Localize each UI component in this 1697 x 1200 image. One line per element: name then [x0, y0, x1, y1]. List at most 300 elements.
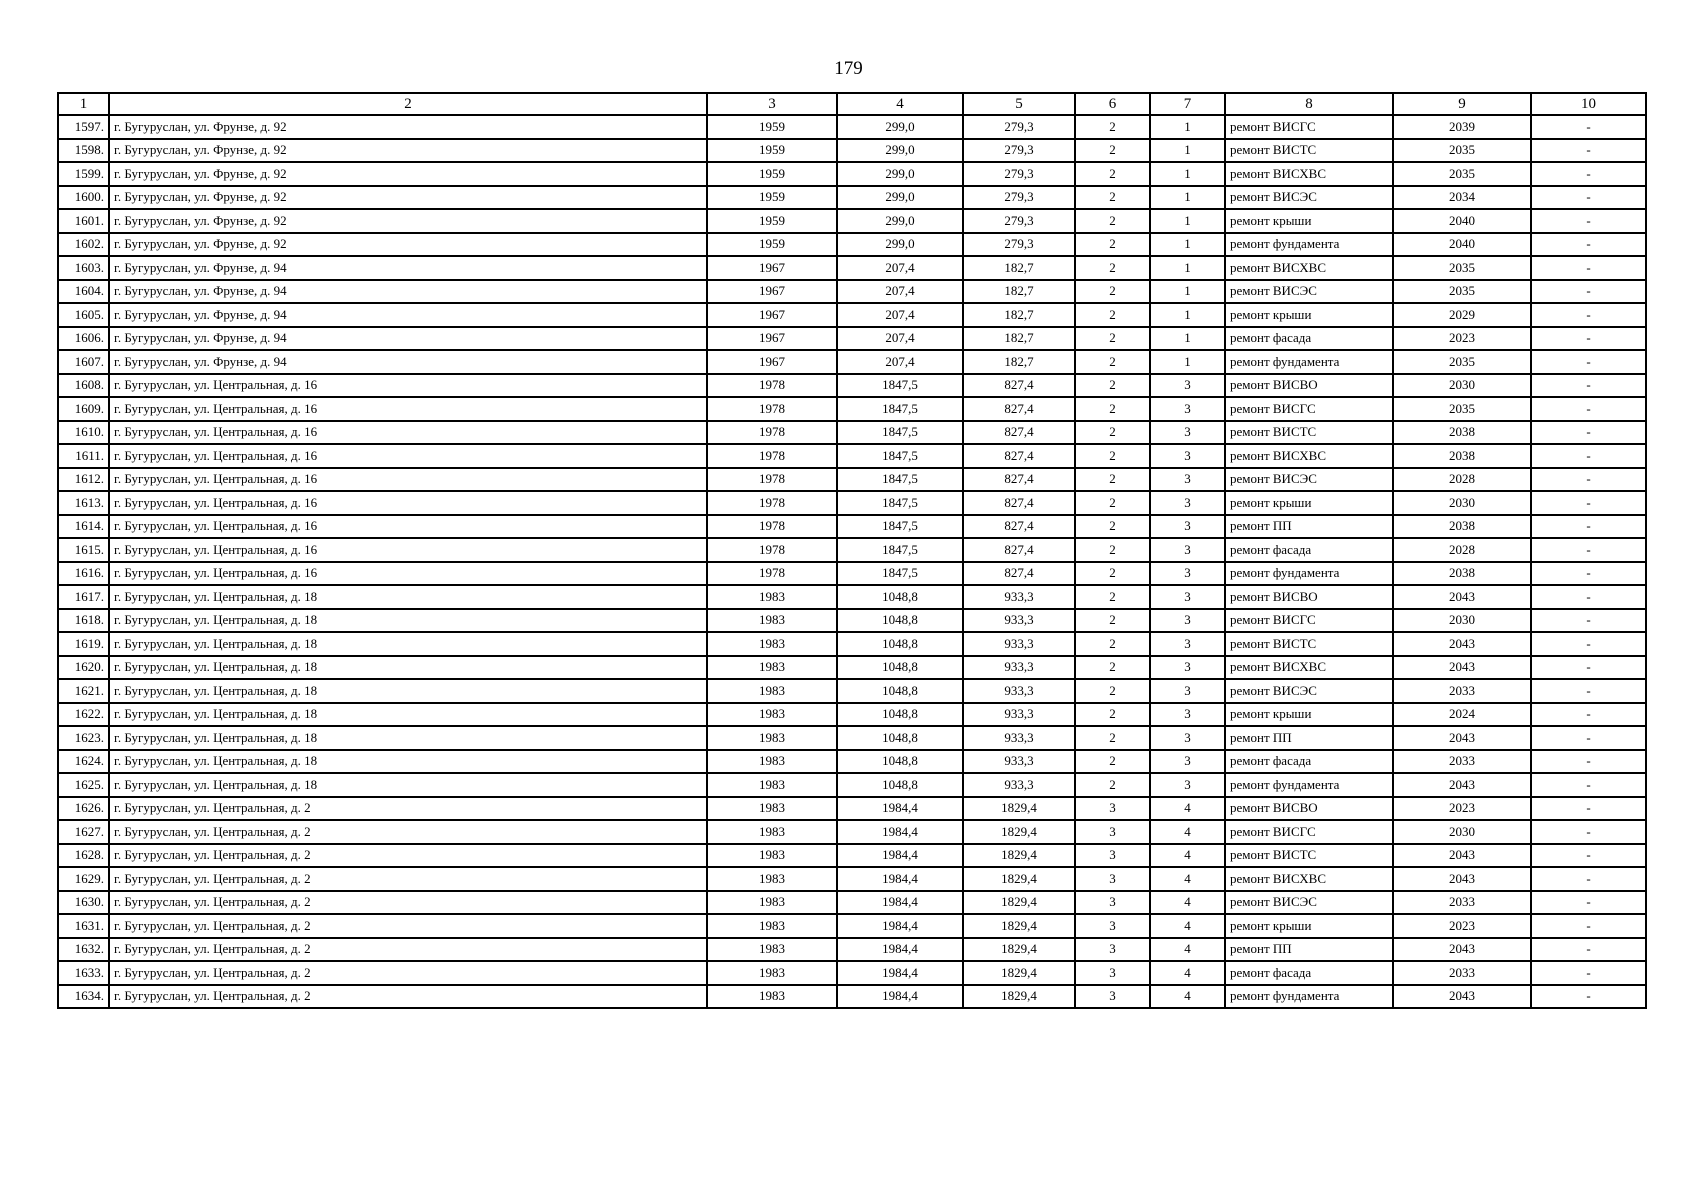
row-number-cell: 1600.: [58, 186, 109, 210]
entrances-cell: 4: [1150, 961, 1225, 985]
row-number-cell: 1602.: [58, 233, 109, 257]
living-area-cell: 827,4: [963, 515, 1075, 539]
total-area-cell: 1847,5: [837, 515, 963, 539]
address-cell: г. Бугуруслан, ул. Центральная, д. 2: [109, 938, 707, 962]
year-built-cell: 1978: [707, 562, 837, 586]
living-area-cell: 1829,4: [963, 867, 1075, 891]
planned-year-cell: 2030: [1393, 491, 1531, 515]
storeys-cell: 2: [1075, 421, 1150, 445]
table-row: [58, 844, 1646, 868]
entrances-cell: 3: [1150, 632, 1225, 656]
row-number-cell: 1625.: [58, 773, 109, 797]
row-number-cell: 1630.: [58, 891, 109, 915]
total-area-cell: 207,4: [837, 280, 963, 304]
living-area-cell: 827,4: [963, 444, 1075, 468]
entrances-cell: 3: [1150, 421, 1225, 445]
entrances-cell: 1: [1150, 350, 1225, 374]
storeys-cell: 2: [1075, 562, 1150, 586]
address-cell: г. Бугуруслан, ул. Центральная, д. 16: [109, 374, 707, 398]
living-area-cell: 182,7: [963, 303, 1075, 327]
table-row: [58, 350, 1646, 374]
note-cell: -: [1531, 515, 1646, 539]
living-area-cell: 1829,4: [963, 891, 1075, 915]
year-built-cell: 1978: [707, 374, 837, 398]
address-cell: г. Бугуруслан, ул. Центральная, д. 16: [109, 421, 707, 445]
planned-year-cell: 2030: [1393, 609, 1531, 633]
living-area-cell: 1829,4: [963, 844, 1075, 868]
living-area-cell: 933,3: [963, 585, 1075, 609]
row-number-cell: 1609.: [58, 397, 109, 421]
work-type-cell: ремонт фундамента: [1225, 773, 1393, 797]
living-area-cell: 279,3: [963, 115, 1075, 139]
note-cell: -: [1531, 256, 1646, 280]
work-type-cell: ремонт фасада: [1225, 327, 1393, 351]
total-area-cell: 299,0: [837, 162, 963, 186]
planned-year-cell: 2033: [1393, 961, 1531, 985]
address-cell: г. Бугуруслан, ул. Центральная, д. 16: [109, 491, 707, 515]
total-area-cell: 299,0: [837, 186, 963, 210]
total-area-cell: 1847,5: [837, 374, 963, 398]
work-type-cell: ремонт фасада: [1225, 750, 1393, 774]
row-number-cell: 1620.: [58, 656, 109, 680]
planned-year-cell: 2028: [1393, 538, 1531, 562]
entrances-cell: 1: [1150, 162, 1225, 186]
planned-year-cell: 2043: [1393, 938, 1531, 962]
total-area-cell: 1048,8: [837, 585, 963, 609]
living-area-cell: 1829,4: [963, 938, 1075, 962]
work-type-cell: ремонт крыши: [1225, 303, 1393, 327]
work-type-cell: ремонт ВИСЭС: [1225, 891, 1393, 915]
note-cell: -: [1531, 233, 1646, 257]
work-type-cell: ремонт крыши: [1225, 209, 1393, 233]
total-area-cell: 1048,8: [837, 773, 963, 797]
storeys-cell: 3: [1075, 820, 1150, 844]
entrances-cell: 3: [1150, 585, 1225, 609]
work-type-cell: ремонт фундамента: [1225, 233, 1393, 257]
table-row: [58, 726, 1646, 750]
storeys-cell: 2: [1075, 491, 1150, 515]
total-area-cell: 207,4: [837, 303, 963, 327]
planned-year-cell: 2024: [1393, 703, 1531, 727]
entrances-cell: 1: [1150, 280, 1225, 304]
planned-year-cell: 2035: [1393, 350, 1531, 374]
column-header: 2: [109, 93, 707, 115]
address-cell: г. Бугуруслан, ул. Центральная, д. 16: [109, 562, 707, 586]
storeys-cell: 2: [1075, 773, 1150, 797]
table-row: [58, 186, 1646, 210]
entrances-cell: 4: [1150, 985, 1225, 1009]
row-number-cell: 1612.: [58, 468, 109, 492]
address-cell: г. Бугуруслан, ул. Фрунзе, д. 92: [109, 162, 707, 186]
row-number-cell: 1601.: [58, 209, 109, 233]
note-cell: -: [1531, 491, 1646, 515]
work-type-cell: ремонт ПП: [1225, 726, 1393, 750]
table-row: [58, 209, 1646, 233]
table-row: [58, 397, 1646, 421]
entrances-cell: 3: [1150, 562, 1225, 586]
row-number-cell: 1597.: [58, 115, 109, 139]
address-cell: г. Бугуруслан, ул. Центральная, д. 16: [109, 444, 707, 468]
year-built-cell: 1978: [707, 491, 837, 515]
address-cell: г. Бугуруслан, ул. Центральная, д. 2: [109, 867, 707, 891]
planned-year-cell: 2043: [1393, 985, 1531, 1009]
year-built-cell: 1983: [707, 679, 837, 703]
year-built-cell: 1978: [707, 468, 837, 492]
table-row: [58, 914, 1646, 938]
planned-year-cell: 2023: [1393, 327, 1531, 351]
work-type-cell: ремонт ВИСТС: [1225, 844, 1393, 868]
planned-year-cell: 2040: [1393, 209, 1531, 233]
note-cell: -: [1531, 820, 1646, 844]
note-cell: -: [1531, 797, 1646, 821]
storeys-cell: 3: [1075, 891, 1150, 915]
living-area-cell: 827,4: [963, 468, 1075, 492]
storeys-cell: 2: [1075, 233, 1150, 257]
note-cell: -: [1531, 350, 1646, 374]
planned-year-cell: 2030: [1393, 374, 1531, 398]
year-built-cell: 1983: [707, 985, 837, 1009]
year-built-cell: 1967: [707, 350, 837, 374]
living-area-cell: 933,3: [963, 703, 1075, 727]
storeys-cell: 2: [1075, 162, 1150, 186]
row-number-cell: 1626.: [58, 797, 109, 821]
year-built-cell: 1983: [707, 797, 837, 821]
storeys-cell: 3: [1075, 914, 1150, 938]
note-cell: -: [1531, 938, 1646, 962]
table-row: [58, 820, 1646, 844]
year-built-cell: 1959: [707, 139, 837, 163]
row-number-cell: 1598.: [58, 139, 109, 163]
address-cell: г. Бугуруслан, ул. Фрунзе, д. 94: [109, 303, 707, 327]
year-built-cell: 1983: [707, 867, 837, 891]
row-number-cell: 1624.: [58, 750, 109, 774]
total-area-cell: 1984,4: [837, 961, 963, 985]
row-number-cell: 1627.: [58, 820, 109, 844]
address-cell: г. Бугуруслан, ул. Фрунзе, д. 92: [109, 233, 707, 257]
table-row: [58, 867, 1646, 891]
address-cell: г. Бугуруслан, ул. Фрунзе, д. 92: [109, 139, 707, 163]
table-row: [58, 421, 1646, 445]
address-cell: г. Бугуруслан, ул. Центральная, д. 18: [109, 632, 707, 656]
total-area-cell: 299,0: [837, 139, 963, 163]
address-cell: г. Бугуруслан, ул. Центральная, д. 2: [109, 820, 707, 844]
year-built-cell: 1983: [707, 820, 837, 844]
note-cell: -: [1531, 656, 1646, 680]
entrances-cell: 3: [1150, 515, 1225, 539]
table-row: [58, 538, 1646, 562]
entrances-cell: 1: [1150, 209, 1225, 233]
work-type-cell: ремонт ПП: [1225, 515, 1393, 539]
entrances-cell: 4: [1150, 797, 1225, 821]
row-number-cell: 1613.: [58, 491, 109, 515]
note-cell: -: [1531, 162, 1646, 186]
table-row: [58, 679, 1646, 703]
living-area-cell: 933,3: [963, 679, 1075, 703]
storeys-cell: 2: [1075, 679, 1150, 703]
work-type-cell: ремонт ВИСХВС: [1225, 867, 1393, 891]
column-header: 7: [1150, 93, 1225, 115]
note-cell: -: [1531, 280, 1646, 304]
column-header: 8: [1225, 93, 1393, 115]
year-built-cell: 1959: [707, 233, 837, 257]
living-area-cell: 933,3: [963, 609, 1075, 633]
address-cell: г. Бугуруслан, ул. Центральная, д. 16: [109, 515, 707, 539]
storeys-cell: 2: [1075, 397, 1150, 421]
total-area-cell: 1847,5: [837, 538, 963, 562]
total-area-cell: 207,4: [837, 256, 963, 280]
total-area-cell: 1048,8: [837, 703, 963, 727]
planned-year-cell: 2035: [1393, 256, 1531, 280]
entrances-cell: 3: [1150, 397, 1225, 421]
row-number-cell: 1611.: [58, 444, 109, 468]
storeys-cell: 2: [1075, 139, 1150, 163]
address-cell: г. Бугуруслан, ул. Центральная, д. 2: [109, 985, 707, 1009]
work-type-cell: ремонт ВИСВО: [1225, 585, 1393, 609]
planned-year-cell: 2038: [1393, 562, 1531, 586]
table-row: [58, 656, 1646, 680]
planned-year-cell: 2035: [1393, 280, 1531, 304]
year-built-cell: 1978: [707, 397, 837, 421]
entrances-cell: 3: [1150, 656, 1225, 680]
address-cell: г. Бугуруслан, ул. Центральная, д. 16: [109, 538, 707, 562]
storeys-cell: 3: [1075, 844, 1150, 868]
note-cell: -: [1531, 468, 1646, 492]
address-cell: г. Бугуруслан, ул. Центральная, д. 2: [109, 961, 707, 985]
work-type-cell: ремонт ВИСТС: [1225, 421, 1393, 445]
note-cell: -: [1531, 632, 1646, 656]
year-built-cell: 1967: [707, 327, 837, 351]
living-area-cell: 827,4: [963, 538, 1075, 562]
work-type-cell: ремонт ВИСТС: [1225, 632, 1393, 656]
work-type-cell: ремонт фасада: [1225, 538, 1393, 562]
table-row: [58, 256, 1646, 280]
total-area-cell: 1048,8: [837, 679, 963, 703]
total-area-cell: 1847,5: [837, 491, 963, 515]
living-area-cell: 279,3: [963, 233, 1075, 257]
living-area-cell: 182,7: [963, 327, 1075, 351]
note-cell: -: [1531, 209, 1646, 233]
note-cell: -: [1531, 444, 1646, 468]
total-area-cell: 1984,4: [837, 797, 963, 821]
address-cell: г. Бугуруслан, ул. Фрунзе, д. 92: [109, 209, 707, 233]
total-area-cell: 299,0: [837, 115, 963, 139]
planned-year-cell: 2038: [1393, 421, 1531, 445]
total-area-cell: 1847,5: [837, 421, 963, 445]
note-cell: -: [1531, 679, 1646, 703]
note-cell: -: [1531, 914, 1646, 938]
living-area-cell: 933,3: [963, 726, 1075, 750]
row-number-cell: 1606.: [58, 327, 109, 351]
total-area-cell: 1048,8: [837, 750, 963, 774]
row-number-cell: 1605.: [58, 303, 109, 327]
address-cell: г. Бугуруслан, ул. Фрунзе, д. 94: [109, 280, 707, 304]
total-area-cell: 299,0: [837, 233, 963, 257]
work-type-cell: ремонт ВИСВО: [1225, 797, 1393, 821]
row-number-cell: 1608.: [58, 374, 109, 398]
entrances-cell: 3: [1150, 491, 1225, 515]
row-number-cell: 1599.: [58, 162, 109, 186]
row-number-cell: 1628.: [58, 844, 109, 868]
year-built-cell: 1983: [707, 609, 837, 633]
work-type-cell: ремонт ВИСЭС: [1225, 280, 1393, 304]
total-area-cell: 207,4: [837, 327, 963, 351]
planned-year-cell: 2034: [1393, 186, 1531, 210]
storeys-cell: 3: [1075, 867, 1150, 891]
living-area-cell: 1829,4: [963, 914, 1075, 938]
table-row: [58, 891, 1646, 915]
total-area-cell: 207,4: [837, 350, 963, 374]
entrances-cell: 1: [1150, 186, 1225, 210]
total-area-cell: 1847,5: [837, 468, 963, 492]
living-area-cell: 827,4: [963, 562, 1075, 586]
note-cell: -: [1531, 115, 1646, 139]
total-area-cell: 299,0: [837, 209, 963, 233]
address-cell: г. Бугуруслан, ул. Центральная, д. 18: [109, 703, 707, 727]
note-cell: -: [1531, 186, 1646, 210]
storeys-cell: 2: [1075, 374, 1150, 398]
planned-year-cell: 2033: [1393, 750, 1531, 774]
address-cell: г. Бугуруслан, ул. Фрунзе, д. 94: [109, 350, 707, 374]
row-number-cell: 1621.: [58, 679, 109, 703]
living-area-cell: 1829,4: [963, 961, 1075, 985]
entrances-cell: 4: [1150, 938, 1225, 962]
row-number-cell: 1631.: [58, 914, 109, 938]
address-cell: г. Бугуруслан, ул. Центральная, д. 2: [109, 914, 707, 938]
table-row: [58, 468, 1646, 492]
entrances-cell: 3: [1150, 703, 1225, 727]
year-built-cell: 1983: [707, 585, 837, 609]
table-row: [58, 585, 1646, 609]
note-cell: -: [1531, 374, 1646, 398]
column-header: 1: [58, 93, 109, 115]
work-type-cell: ремонт ВИСЭС: [1225, 468, 1393, 492]
work-type-cell: ремонт ПП: [1225, 938, 1393, 962]
living-area-cell: 1829,4: [963, 985, 1075, 1009]
column-header: 6: [1075, 93, 1150, 115]
work-type-cell: ремонт крыши: [1225, 914, 1393, 938]
note-cell: -: [1531, 891, 1646, 915]
year-built-cell: 1978: [707, 538, 837, 562]
planned-year-cell: 2038: [1393, 444, 1531, 468]
planned-year-cell: 2039: [1393, 115, 1531, 139]
entrances-cell: 4: [1150, 844, 1225, 868]
storeys-cell: 2: [1075, 703, 1150, 727]
total-area-cell: 1048,8: [837, 632, 963, 656]
table-row: [58, 139, 1646, 163]
total-area-cell: 1048,8: [837, 726, 963, 750]
note-cell: -: [1531, 327, 1646, 351]
address-cell: г. Бугуруслан, ул. Центральная, д. 18: [109, 773, 707, 797]
table-row: [58, 797, 1646, 821]
table-header-row: [58, 93, 1646, 115]
entrances-cell: 1: [1150, 115, 1225, 139]
address-cell: г. Бугуруслан, ул. Центральная, д. 2: [109, 797, 707, 821]
storeys-cell: 2: [1075, 186, 1150, 210]
year-built-cell: 1983: [707, 961, 837, 985]
year-built-cell: 1983: [707, 656, 837, 680]
note-cell: -: [1531, 139, 1646, 163]
note-cell: -: [1531, 985, 1646, 1009]
storeys-cell: 2: [1075, 726, 1150, 750]
planned-year-cell: 2029: [1393, 303, 1531, 327]
entrances-cell: 3: [1150, 609, 1225, 633]
address-cell: г. Бугуруслан, ул. Центральная, д. 2: [109, 891, 707, 915]
living-area-cell: 182,7: [963, 350, 1075, 374]
work-type-cell: ремонт ВИСХВС: [1225, 256, 1393, 280]
work-type-cell: ремонт ВИСХВС: [1225, 162, 1393, 186]
address-cell: г. Бугуруслан, ул. Центральная, д. 18: [109, 679, 707, 703]
planned-year-cell: 2043: [1393, 844, 1531, 868]
planned-year-cell: 2035: [1393, 397, 1531, 421]
total-area-cell: 1984,4: [837, 985, 963, 1009]
storeys-cell: 3: [1075, 938, 1150, 962]
address-cell: г. Бугуруслан, ул. Центральная, д. 18: [109, 750, 707, 774]
living-area-cell: 933,3: [963, 632, 1075, 656]
entrances-cell: 1: [1150, 303, 1225, 327]
living-area-cell: 182,7: [963, 280, 1075, 304]
year-built-cell: 1983: [707, 938, 837, 962]
address-cell: г. Бугуруслан, ул. Центральная, д. 18: [109, 656, 707, 680]
entrances-cell: 3: [1150, 750, 1225, 774]
total-area-cell: 1984,4: [837, 867, 963, 891]
page-number: 179: [834, 58, 863, 79]
entrances-cell: 1: [1150, 233, 1225, 257]
storeys-cell: 2: [1075, 280, 1150, 304]
total-area-cell: 1847,5: [837, 397, 963, 421]
note-cell: -: [1531, 421, 1646, 445]
living-area-cell: 279,3: [963, 162, 1075, 186]
row-number-cell: 1615.: [58, 538, 109, 562]
year-built-cell: 1983: [707, 632, 837, 656]
planned-year-cell: 2043: [1393, 632, 1531, 656]
storeys-cell: 2: [1075, 750, 1150, 774]
year-built-cell: 1967: [707, 280, 837, 304]
living-area-cell: 933,3: [963, 773, 1075, 797]
year-built-cell: 1983: [707, 844, 837, 868]
storeys-cell: 2: [1075, 632, 1150, 656]
address-cell: г. Бугуруслан, ул. Центральная, д. 16: [109, 468, 707, 492]
table-row: [58, 327, 1646, 351]
planned-year-cell: 2035: [1393, 162, 1531, 186]
living-area-cell: 827,4: [963, 374, 1075, 398]
address-cell: г. Бугуруслан, ул. Фрунзе, д. 92: [109, 186, 707, 210]
year-built-cell: 1983: [707, 726, 837, 750]
entrances-cell: 3: [1150, 538, 1225, 562]
entrances-cell: 3: [1150, 679, 1225, 703]
planned-year-cell: 2038: [1393, 515, 1531, 539]
address-cell: г. Бугуруслан, ул. Центральная, д. 18: [109, 585, 707, 609]
work-type-cell: ремонт ВИСХВС: [1225, 656, 1393, 680]
row-number-cell: 1610.: [58, 421, 109, 445]
work-type-cell: ремонт ВИСЭС: [1225, 679, 1393, 703]
year-built-cell: 1959: [707, 115, 837, 139]
work-type-cell: ремонт фундамента: [1225, 350, 1393, 374]
table-row: [58, 233, 1646, 257]
year-built-cell: 1959: [707, 209, 837, 233]
planned-year-cell: 2043: [1393, 867, 1531, 891]
work-type-cell: ремонт фасада: [1225, 961, 1393, 985]
address-cell: г. Бугуруслан, ул. Центральная, д. 16: [109, 397, 707, 421]
total-area-cell: 1984,4: [837, 844, 963, 868]
year-built-cell: 1967: [707, 256, 837, 280]
storeys-cell: 2: [1075, 209, 1150, 233]
table-row: [58, 703, 1646, 727]
table-row: [58, 632, 1646, 656]
work-type-cell: ремонт фундамента: [1225, 562, 1393, 586]
storeys-cell: 2: [1075, 656, 1150, 680]
living-area-cell: 279,3: [963, 186, 1075, 210]
storeys-cell: 2: [1075, 609, 1150, 633]
